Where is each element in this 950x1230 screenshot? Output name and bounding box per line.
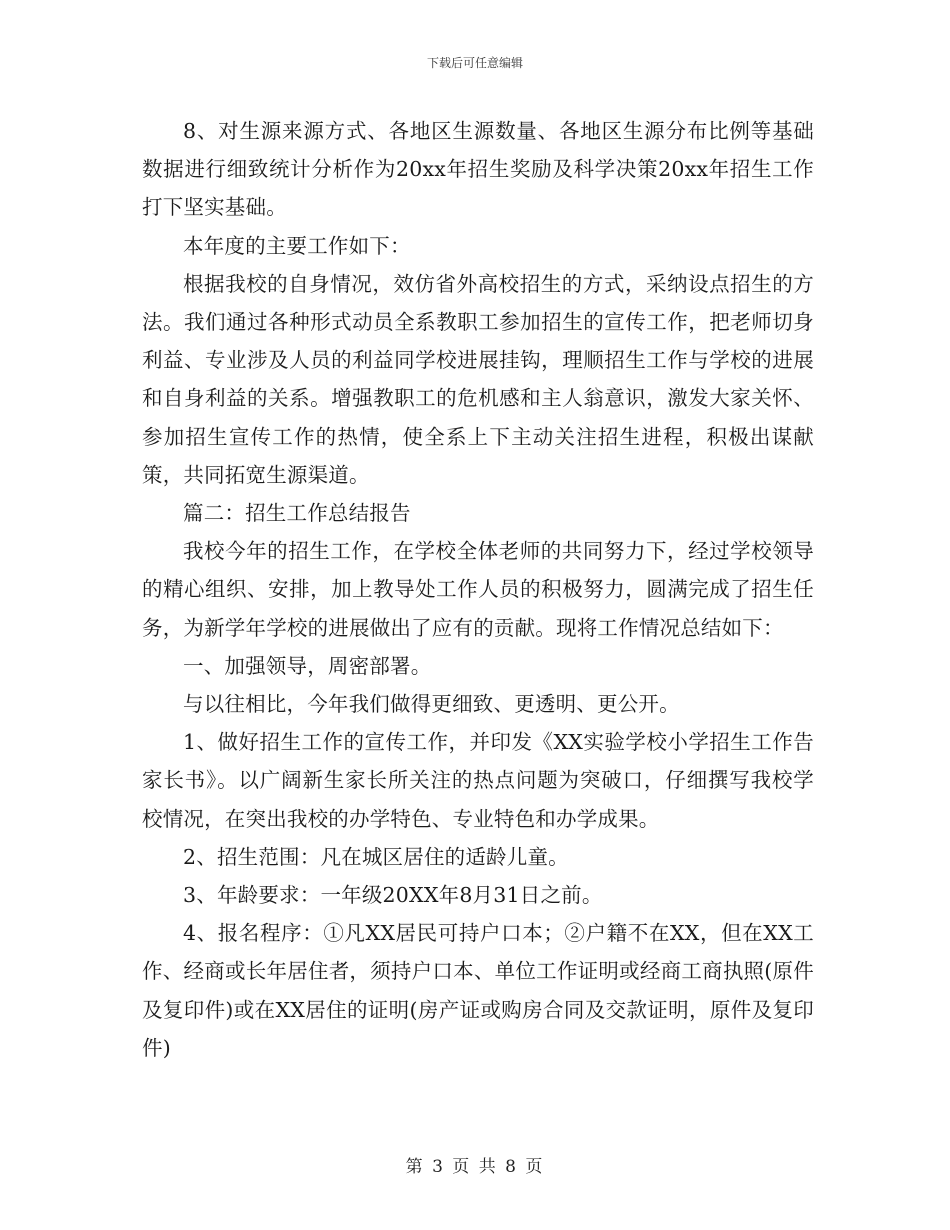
paragraph-main-work-intro: 本年度的主要工作如下： xyxy=(183,233,411,258)
paragraph-item-2-scope: 2、招生范围：凡在城区居住的适龄儿童。 xyxy=(183,844,569,869)
paragraph-item-1-publicity: 1、做好招生工作的宣传工作，并印发《XX实验学校小学招生工作告家长书》。以广阔新生家长所关注的热点问题为突破口，仔细撰写我校学校情况，在突出我校的办学特色、专业特色和办学成果。 xyxy=(142,730,814,831)
paragraph-item-8: 8、对生源来源方式、各地区生源数量、各地区生源分布比例等基础数据进行细致统计分析作为20xx年招生奖励及科学决策20xx年招生工作打下坚实基础。 xyxy=(142,119,814,220)
paragraph-item-4-procedure: 4、报名程序：①凡XX居民可持户口本；②户籍不在XX，但在XX工作、经商或长年居住者，须持户口本、单位工作证明或经商工商执照(原件及复印件)或在XX居住的证明(房产证或购房合同及交款证明，原件及复印件) xyxy=(142,921,814,1060)
paragraph-item-3-age: 3、年龄要求：一年级20XX年8月31日之前。 xyxy=(183,883,603,908)
section-heading-part-two: 篇二：招生工作总结报告 xyxy=(183,501,411,526)
section-heading-leadership: 一、加强领导，周密部署。 xyxy=(183,653,432,678)
paragraph-recruitment-method: 根据我校的自身情况，效仿省外高校招生的方式，采纳设点招生的方法。我们通过各种形式动员全系教职工参加招生的宣传工作，把老师切身利益、专业涉及人员的利益同学校进展挂钩，理顺招生工作与学校的进展和自身利益的关系。增强教职工的危机感和主人翁意识，激发大家关怀、参加招生宣传工作的热情，使全系上下主动关注招生进程，积极出谋献策，共同拓宽生源渠道。 xyxy=(142,271,814,487)
document-body xyxy=(142,112,814,1067)
page-number-footer: 第 3 页 共 8 页 xyxy=(405,1157,545,1177)
paragraph-summary-intro: 我校今年的招生工作，在学校全体老师的共同努力下，经过学校领导的精心组织、安排，加上教导处工作人员的积极努力，圆满完成了招生任务，为新学年学校的进展做出了应有的贡献。现将工作情况总结如下： xyxy=(142,539,814,640)
page-header-note: 下载后可任意编辑 xyxy=(426,56,523,70)
paragraph-comparison: 与以往相比，今年我们做得更细致、更透明、更公开。 xyxy=(183,692,680,717)
